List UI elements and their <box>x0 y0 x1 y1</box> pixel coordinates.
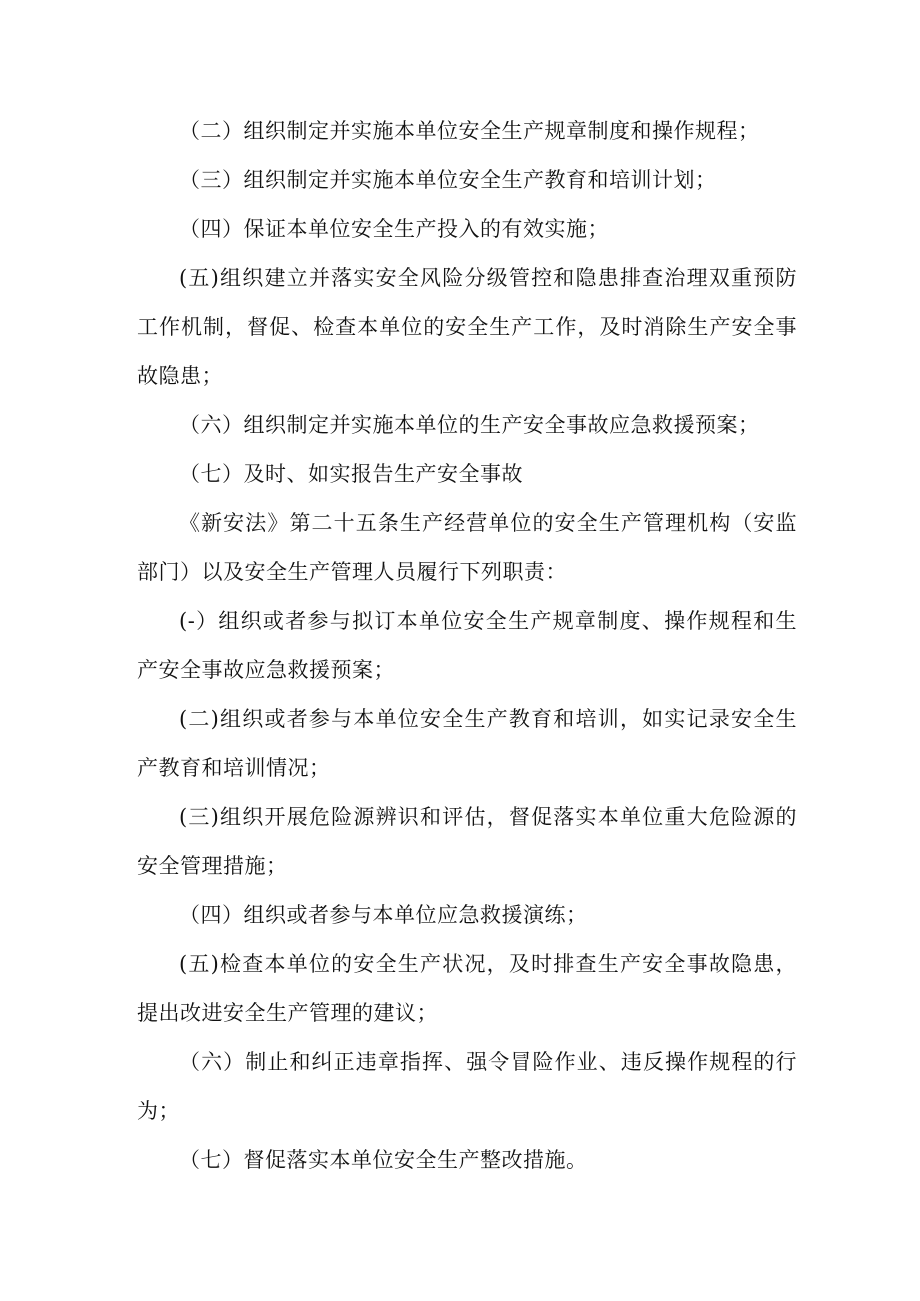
paragraph: (三)组织开展危险源辨识和评估，督促落实本单位重大危险源的安全管理措施； <box>137 805 797 878</box>
paragraph: （七）督促落实本单位安全生产整改措施。 <box>179 1148 588 1172</box>
paragraph: （二）组织制定并实施本单位安全生产规章制度和操作规程； <box>179 119 760 143</box>
paragraph: (二)组织或者参与本单位安全生产教育和培训，如实记录安全生产教育和培训情况； <box>137 707 797 780</box>
paragraph: 《新安法》第二十五条生产经营单位的安全生产管理机构（安监部门）以及安全生产管理人员履行下列职责： <box>137 511 797 584</box>
paragraph: (五)组织建立并落实安全风险分级管控和隐患排查治理双重预防工作机制，督促、检查本单位的安全生产工作，及时消除生产安全事故隐患； <box>137 266 797 388</box>
document-body <box>137 107 797 1185</box>
paragraph: (-）组织或者参与拟订本单位安全生产规章制度、操作规程和生产安全事故应急救援预案； <box>137 609 797 682</box>
paragraph: （七）及时、如实报告生产安全事故 <box>179 462 523 486</box>
paragraph: （四）组织或者参与本单位应急救援演练； <box>179 903 588 927</box>
paragraph: （六）制止和纠正违章指挥、强令冒险作业、违反操作规程的行为； <box>137 1050 797 1123</box>
paragraph: （四）保证本单位安全生产投入的有效实施； <box>179 217 609 241</box>
paragraph: （六）组织制定并实施本单位的生产安全事故应急救援预案； <box>179 413 760 437</box>
paragraph: (五)检查本单位的安全生产状况，及时排查生产安全事故隐患，提出改进安全生产管理的建议； <box>137 952 797 1025</box>
paragraph: （三）组织制定并实施本单位安全生产教育和培训计划； <box>179 168 717 192</box>
